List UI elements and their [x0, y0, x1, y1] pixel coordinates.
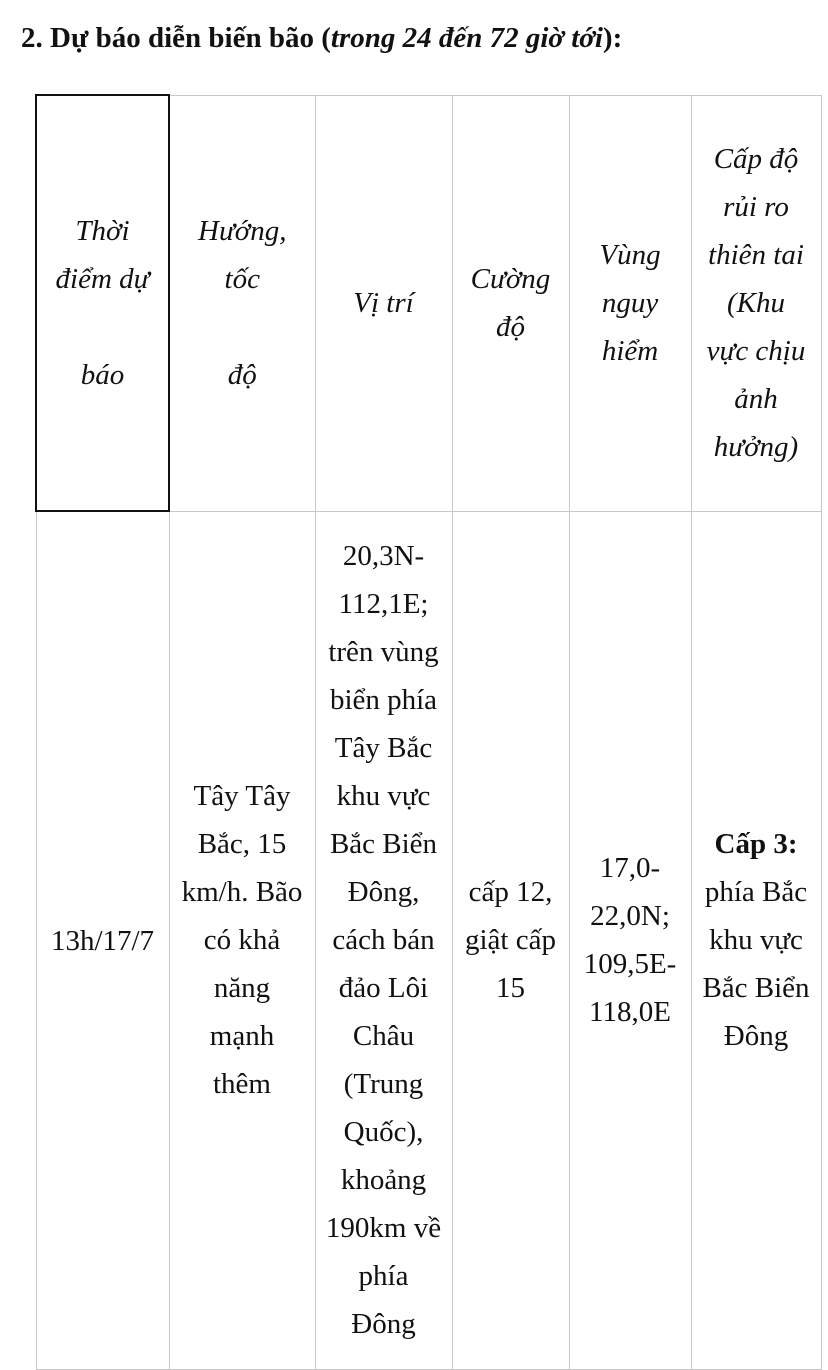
cell-danger-zone: 17,0- 22,0N; 109,5E- 118,0E — [569, 511, 691, 1370]
heading-prefix: 2. Dự báo diễn biến bão ( — [21, 22, 331, 54]
cell-intensity: cấp 12, giật cấp 15 — [452, 511, 569, 1370]
storm-forecast-table — [35, 94, 822, 1370]
header-risk-level: Cấp độ rủi ro thiên tai (Khu vực chịu ảnh hưởng) — [691, 95, 821, 511]
cell-position: 20,3N- 112,1E; trên vùng biển phía Tây Bắc khu vực Bắc Biển Đông, cách bán đảo Lôi Châu (Trung Quốc), khoảng 190km về phía Đông — [315, 511, 452, 1370]
risk-level-label: Cấp 3: — [714, 828, 798, 861]
risk-area-text: phía Bắc khu vực Bắc Biển Đông — [702, 876, 810, 1053]
header-intensity: Cường độ — [452, 95, 569, 511]
cell-direction-speed: Tây Tây Bắc, 15 km/h. Bão có khả năng mạnh thêm — [169, 511, 315, 1370]
cell-risk-level — [691, 511, 821, 1370]
table-row — [36, 511, 821, 1370]
header-direction-speed: Hướng, tốc độ — [169, 95, 315, 511]
header-forecast-time: Thời điểm dự báo — [36, 95, 169, 511]
header-danger-zone: Vùng nguy hiểm — [569, 95, 691, 511]
heading-suffix: ): — [602, 22, 623, 54]
cell-forecast-time: 13h/17/7 — [36, 511, 169, 1370]
heading-italic: trong 24 đến 72 giờ tới — [330, 22, 603, 54]
section-heading — [21, 19, 622, 57]
header-position: Vị trí — [315, 95, 452, 511]
table-header-row — [36, 95, 821, 511]
